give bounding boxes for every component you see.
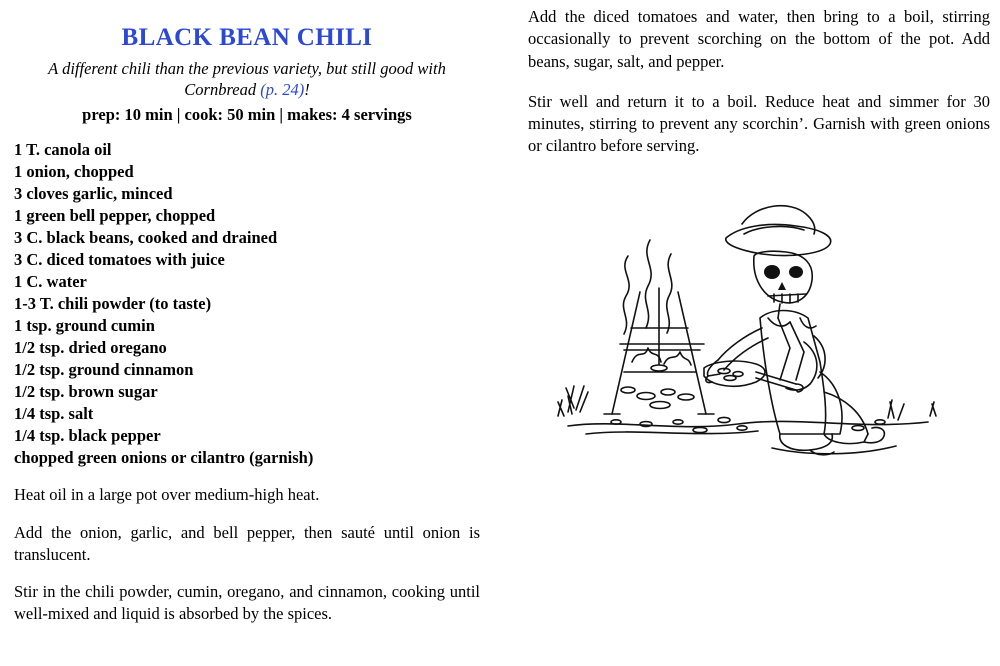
list-item: 3 C. black beans, cooked and drained [14,228,278,248]
recipe-meta: prep: 10 min | cook: 50 min | makes: 4 servings [82,105,412,125]
recipe-subtitle-end: ! [304,80,310,100]
list-item: 1/2 tsp. dried oregano [14,338,167,358]
list-item: 1/4 tsp. salt [14,404,94,424]
instruction-step: Add the onion, garlic, and bell pepper, then sauté until onion is translucent. [14,522,480,564]
page-title: BLACK BEAN CHILI [121,24,373,51]
ingredient-list [14,139,480,469]
list-item: 1/2 tsp. ground cinnamon [14,360,194,380]
instruction-step: Add the diced tomatoes and water, then bring to a boil, stirring occasionally to prevent scorching on the bottom of the pot. Add beans, sugar, salt, and pepper. [528,7,990,71]
recipe-subtitle-line2: Cornbread [184,80,261,100]
list-item: 1 T. canola oil [14,140,112,160]
list-item: 1/2 tsp. brown sugar [14,382,158,402]
recipe-illustration [528,176,990,486]
list-item: 1 green bell pepper, chopped [14,206,216,226]
list-item: chopped green onions or cilantro (garnish) [14,448,314,468]
list-item: 1 onion, chopped [14,162,134,182]
left-column [14,24,480,626]
instruction-step: Heat oil in a large pot over medium-high heat. [14,485,320,505]
cornbread-page-reference[interactable]: (p. 24) [260,80,305,100]
instruction-step: Stir in the chili powder, cumin, oregano, and cinnamon, cooking until well-mixed and liquid is absorbed by the spices. [14,582,480,624]
right-column [528,0,990,176]
list-item: 3 cloves garlic, minced [14,184,173,204]
list-item: 1-3 T. chili powder (to taste) [14,294,212,314]
list-item: 1/4 tsp. black pepper [14,426,161,446]
skeleton-cowboy-icon [528,176,990,486]
recipe-subtitle [14,58,480,102]
instruction-step: Stir well and return it to a boil. Reduce heat and simmer for 30 minutes, stirring to prevent any scorchin’. Garnish with green onions or cilantro before serving. [528,91,990,156]
recipe-subtitle-line1: A different chili than the previous variety, but still good with [48,58,446,78]
list-item: 1 tsp. ground cumin [14,316,155,336]
list-item: 1 C. water [14,272,87,292]
list-item: 3 C. diced tomatoes with juice [14,250,225,270]
